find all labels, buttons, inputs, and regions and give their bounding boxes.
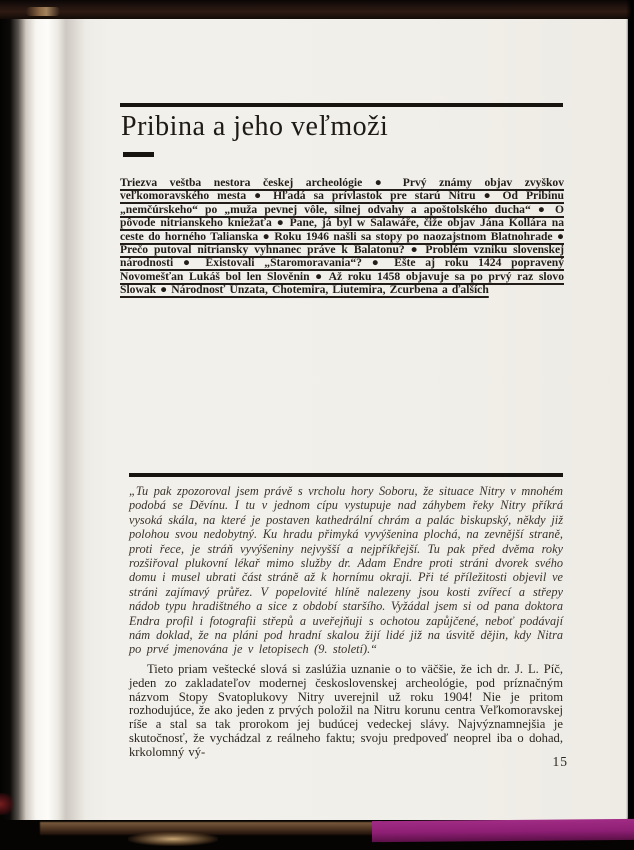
page-number: 15 <box>552 754 568 769</box>
title-dash-rule <box>123 152 154 157</box>
book-bottom-page-edges <box>40 822 420 835</box>
chapter-summary: Triezva veštba nestora českej archeológie ● Prvý známy objav zvyškov veľkomoravského mesta ● Hľadá sa prívlastok pre starú Nitru ● Od Pribinu „nemčúrskeho“ po „muža pevnej vôle, silnej odvahy a apoštolského ducha“ ● O pôvode nitrianskeho kniežaťa ● Pane, já byl w Salawáře, čiže objav Jána Kollára na ceste do horného Talianska ● Roku 1946 našli sa stopy po naozajstnom Blatnohrade ● Prečo putoval nitriansky vyhnanec práve k Balatonu? ● Problém vzniku slovenskej národnosti ● Existovali „Staromoravania“? ● Ešte aj roku 1424 popravený Novomešťan Lukáš bol len Slověnin ● Až roku 1458 objavuje sa po prvý raz slovo Slowak ● Národnosť Unzata, Chotemira, Liutemira, Zcurbena a ďalších <box>120 176 564 297</box>
quote-top-rule <box>129 473 563 477</box>
title-top-rule <box>120 103 563 107</box>
book-spine-red-spot <box>0 793 14 815</box>
book-bottom-gutter-glint <box>128 832 218 846</box>
page-surface <box>0 17 628 823</box>
book-right-edge <box>626 0 634 850</box>
chapter-title: Pribina a jeho veľmoži <box>121 111 389 142</box>
book-cover-magenta-strip <box>372 819 634 842</box>
block-quote: „Tu pak zpozoroval jsem právě s vrcholu hory Soboru, že situace Nitry v mnohém podobá se Děvínu. I tu v jednom cípu vystupuje nad záhybem řeky Nitry příkrá vysoká skála, na které je postaven kathedrální chrám a palác biskupský, někdy již polohou svou nedobytný. Ku hradu přimyká vyvýšenina plochá, na zevnější straně, proti řece, je stráň vyvýšeniny nejvyšší a nejpříkřejší. Tu pak před dvěma roky rozšiřoval plukovní lékař mimo služby dr. Adam Endre proti stráni dvorek svého domu i musel ubrati část stráně až k hornímu okraji. Při té příležitosti objevil ve stráni zajímavý průřez. V popelovité hlíně nalezeny jsou kosti zvířecí a střepy nádob typu hradištného a sice z období staršího. Vyžádal jsem si od pana doktora Endra profil i fotografii střepů a uveřejňuji s ochotou zapůjčené, neboť podávají nám doklad, že na pláni pod hradní skalou žijí lidé již na úsvitě dějin, kdy Nitra po prvé jmenována je v letopisech (9. století).“ <box>129 484 563 657</box>
body-paragraph: Tieto priam veštecké slová si zaslúžia uznanie o to väčšie, že ich dr. J. L. Píč, jeden zo zakladateľov modernej československej archeológie, pod príznačným názvom Stopy Svatoplukovy Nitry uverejnil už roku 1904! Nie je pritom rozhodujúce, že ako jeden z prvých položil na Nitru korunu centra Veľkomoravskej ríše a stal sa tak prorokom jej budúcej vedeckej slávy. Najvýznamnejšia je skutočnosť, že vychádzal z reálneho faktu; svoju predpoveď neoprel iba o dohad, krkolomný vý- <box>129 662 563 759</box>
book-top-edge-glint <box>26 7 60 16</box>
book-top-edge <box>0 0 634 19</box>
